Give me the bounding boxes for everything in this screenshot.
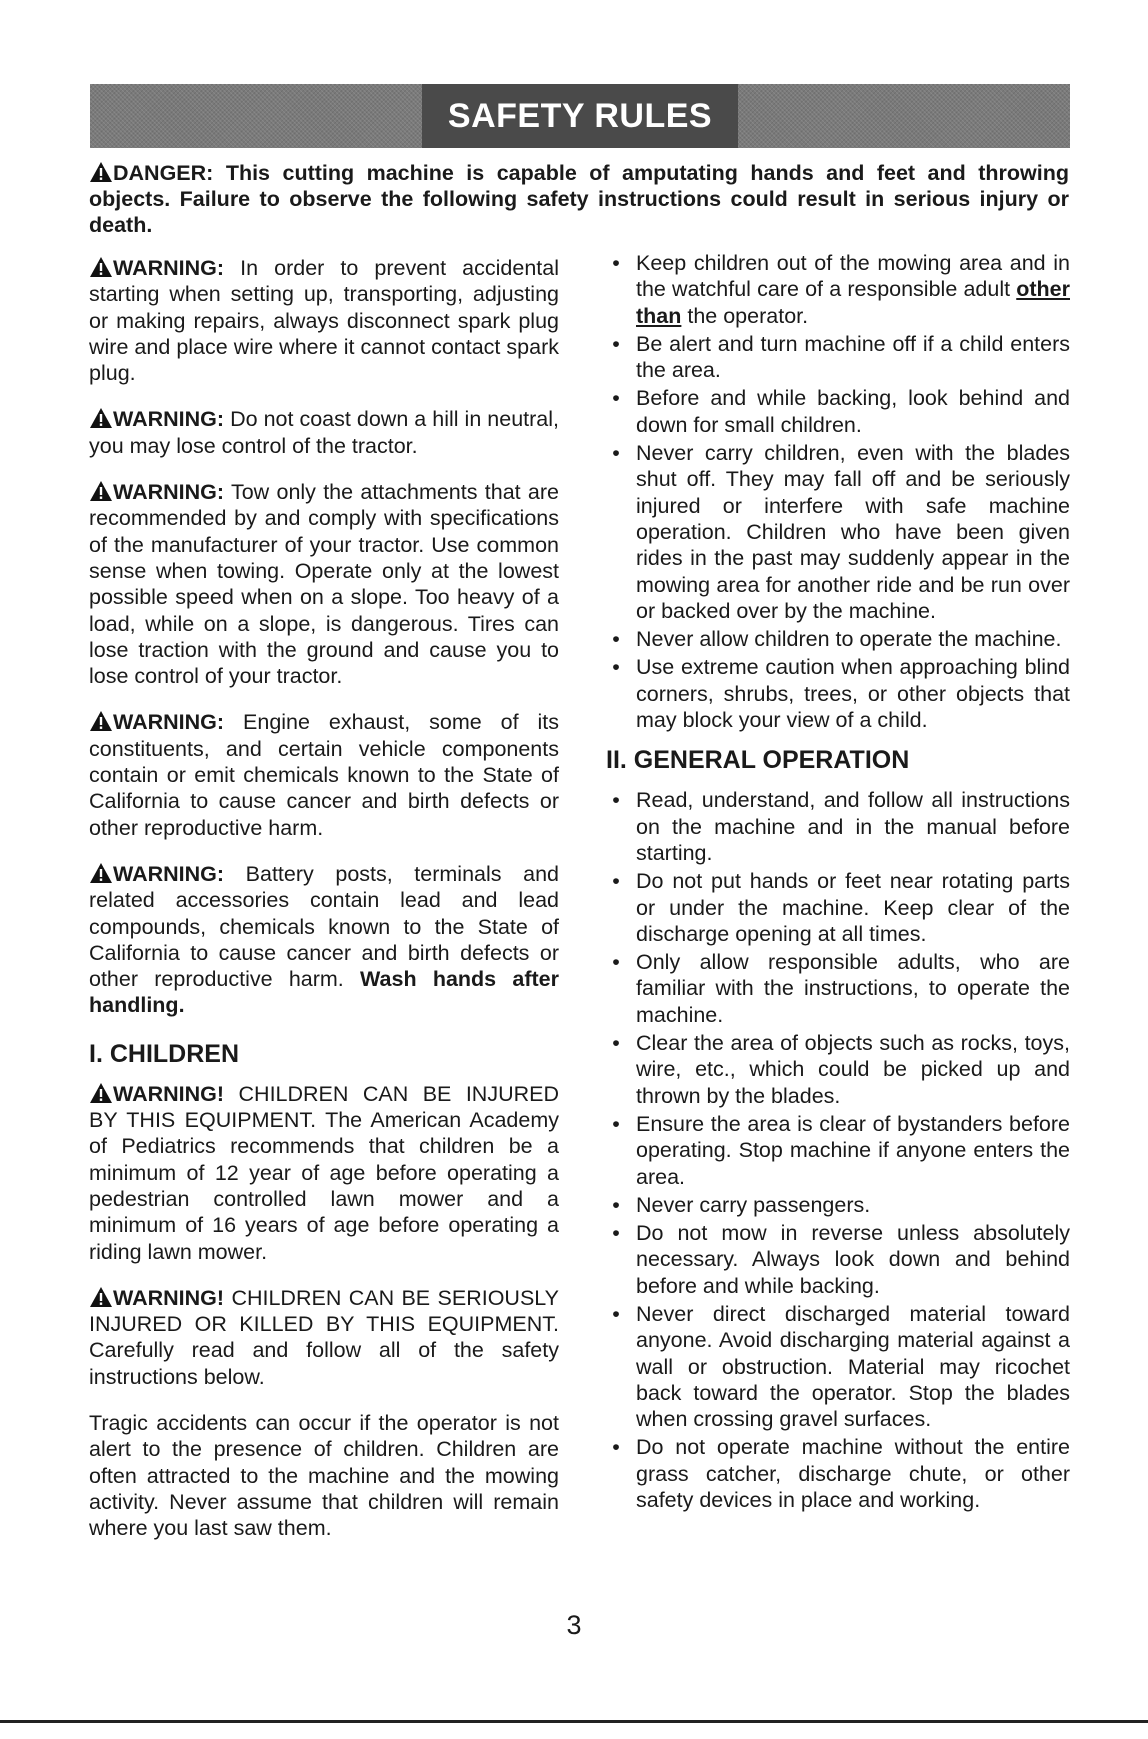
bottom-divider	[0, 1720, 1148, 1723]
warning-triangle-icon	[89, 1082, 113, 1104]
bullet-symbol: •	[612, 1192, 620, 1217]
warning-paragraph	[89, 255, 559, 386]
left-column	[89, 255, 559, 1561]
warning-text: CHILDREN CAN BE SERIOUSLY INJURED OR KILLED BY THIS EQUIPMENT. Carefully read and follow all of the safety instructions below.	[89, 1285, 559, 1389]
list-item: • Read, understand, and follow all instructions on the machine and in the manual before starting.	[606, 787, 1070, 866]
warning-triangle-icon	[89, 256, 113, 278]
children-warning-paragraph	[89, 1285, 559, 1390]
bullet-symbol: •	[612, 950, 620, 975]
list-item: • Never carry children, even with the blades shut off. They may fall off and be seriously injured or interfere with safe machine operation. Children who have been given rides in the past may suddenly appear in the mowing area for another ride and be run over or backed over by the machine.	[606, 440, 1070, 624]
warning-triangle-icon	[89, 862, 113, 884]
warning-paragraph	[89, 479, 559, 689]
warning-text: CHILDREN CAN BE INJURED BY THIS EQUIPMENT. The American Academy of Pediatrics recommends that children be a minimum of 12 year of age before operating a pedestrian controlled lawn mower and a minimum of 16 years of age before operating a riding lawn mower.	[89, 1081, 559, 1264]
list-item: • Before and while backing, look behind and down for small children.	[606, 385, 1070, 438]
children-warning-paragraph	[89, 1081, 559, 1265]
warning-paragraph	[89, 861, 559, 1019]
warning-triangle-icon	[89, 1286, 113, 1308]
page-title: SAFETY RULES	[422, 84, 738, 148]
bullet-symbol: •	[612, 1301, 620, 1326]
warning-text: Do not coast down a hill in neutral, you may lose control of the tractor.	[89, 407, 559, 458]
warning-text: Engine exhaust, some of its constituents, and certain vehicle components contain or emit chemicals known to the State of California to cause cancer and birth defects or other reproductive harm.	[89, 710, 559, 840]
warning-label: WARNING:	[113, 407, 225, 432]
section-heading-children: I. CHILDREN	[89, 1039, 239, 1068]
bullet-symbol: •	[612, 869, 620, 894]
warning-label: WARNING:	[113, 710, 225, 735]
warning-paragraph	[89, 709, 559, 840]
danger-notice	[89, 160, 1069, 238]
bullet-symbol: •	[612, 1435, 620, 1460]
list-item: • Use extreme caution when approaching blind corners, shrubs, trees, or other objects that may block your view of a child.	[606, 654, 1070, 733]
warning-label: WARNING:	[113, 861, 225, 886]
list-item: • Do not put hands or feet near rotating parts or under the machine. Keep clear of the discharge opening at all times.	[606, 868, 1070, 947]
bullet-symbol: •	[612, 1031, 620, 1056]
warning-label: WARNING:	[113, 480, 225, 505]
bullet-symbol: •	[612, 655, 620, 680]
warning-text: Battery posts, terminals and related accessories contain lead and lead compounds, chemicals known to the State of California to cause cancer and birth defects or other reproductive harm.	[89, 861, 559, 992]
section-heading-general-operation: II. GENERAL OPERATION	[606, 746, 910, 775]
warning-label: WARNING!	[113, 1081, 225, 1106]
warning-triangle-icon	[89, 407, 113, 429]
warning-text: In order to prevent accidental starting when setting up, transporting, adjusting or making repairs, always disconnect spark plug wire and place wire where it cannot contact spark plug.	[89, 256, 559, 386]
list-item: • Ensure the area is clear of bystanders before operating. Stop machine if anyone enters the area.	[606, 1111, 1070, 1190]
bullet-symbol: •	[612, 251, 620, 275]
list-item: • Do not mow in reverse unless absolutely necessary. Always look down and behind before and while backing.	[606, 1220, 1070, 1299]
list-item: • Clear the area of objects such as rocks, toys, wire, etc., which could be picked up and thrown by the blades.	[606, 1030, 1070, 1109]
warning-triangle-icon	[89, 161, 113, 183]
bullet-symbol: •	[612, 386, 620, 411]
warning-triangle-icon	[89, 480, 113, 502]
children-bullet-list	[606, 250, 1070, 733]
list-item: • Never allow children to operate the machine.	[606, 626, 1070, 652]
warning-paragraph	[89, 406, 559, 459]
list-item: • Do not operate machine without the entire grass catcher, discharge chute, or other safety devices in place and working.	[606, 1434, 1070, 1513]
list-item: • Only allow responsible adults, who are familiar with the instructions, to operate the machine.	[606, 949, 1070, 1028]
list-item: • Keep children out of the mowing area and in the watchful care of a responsible adult other than the operator.	[606, 250, 1070, 329]
bullet-symbol: •	[612, 331, 620, 356]
bullet-symbol: •	[612, 441, 620, 466]
bullet-symbol: •	[612, 1111, 620, 1136]
danger-text: This cutting machine is capable of amputating hands and feet and throwing objects. Failure to observe the following safety instructions could result in serious injury or death.	[89, 161, 1069, 237]
warning-text: Tow only the attachments that are recommended by and comply with specifications of the manufacturer of your tractor. Use common sense when towing. Operate only at the lowest possible speed when on a slope. Too heavy of a load, while on a slope, is dangerous. Tires can lose traction with the ground and cause you to lose control of your tractor.	[89, 480, 559, 689]
page-number: 3	[566, 1610, 582, 1640]
bullet-symbol: •	[612, 1221, 620, 1246]
section-banner	[90, 84, 1070, 148]
children-paragraph: Tragic accidents can occur if the operator is not alert to the presence of children. Children are often attracted to the machine and the mowing activity. Never assume that children will remain where you last saw them.	[89, 1410, 559, 1541]
warning-label: WARNING:	[113, 256, 225, 280]
bullet-symbol: •	[612, 627, 620, 652]
bullet-symbol: •	[612, 788, 620, 813]
warning-label: WARNING!	[113, 1285, 225, 1310]
danger-label: DANGER:	[113, 161, 214, 185]
right-column	[606, 250, 1070, 1525]
list-item: • Never carry passengers.	[606, 1192, 1070, 1218]
other-than-emphasis: other than	[636, 277, 1070, 328]
list-item: • Never direct discharged material toward anyone. Avoid discharging material against a wall or obstruction. Material may ricochet back toward the operator. Stop the blades when crossing gravel surfaces.	[606, 1301, 1070, 1432]
wash-hands-emphasis: Wash hands after handling.	[89, 967, 559, 1018]
list-item: • Be alert and turn machine off if a child enters the area.	[606, 331, 1070, 384]
warning-triangle-icon	[89, 710, 113, 732]
operation-bullet-list	[606, 787, 1070, 1513]
